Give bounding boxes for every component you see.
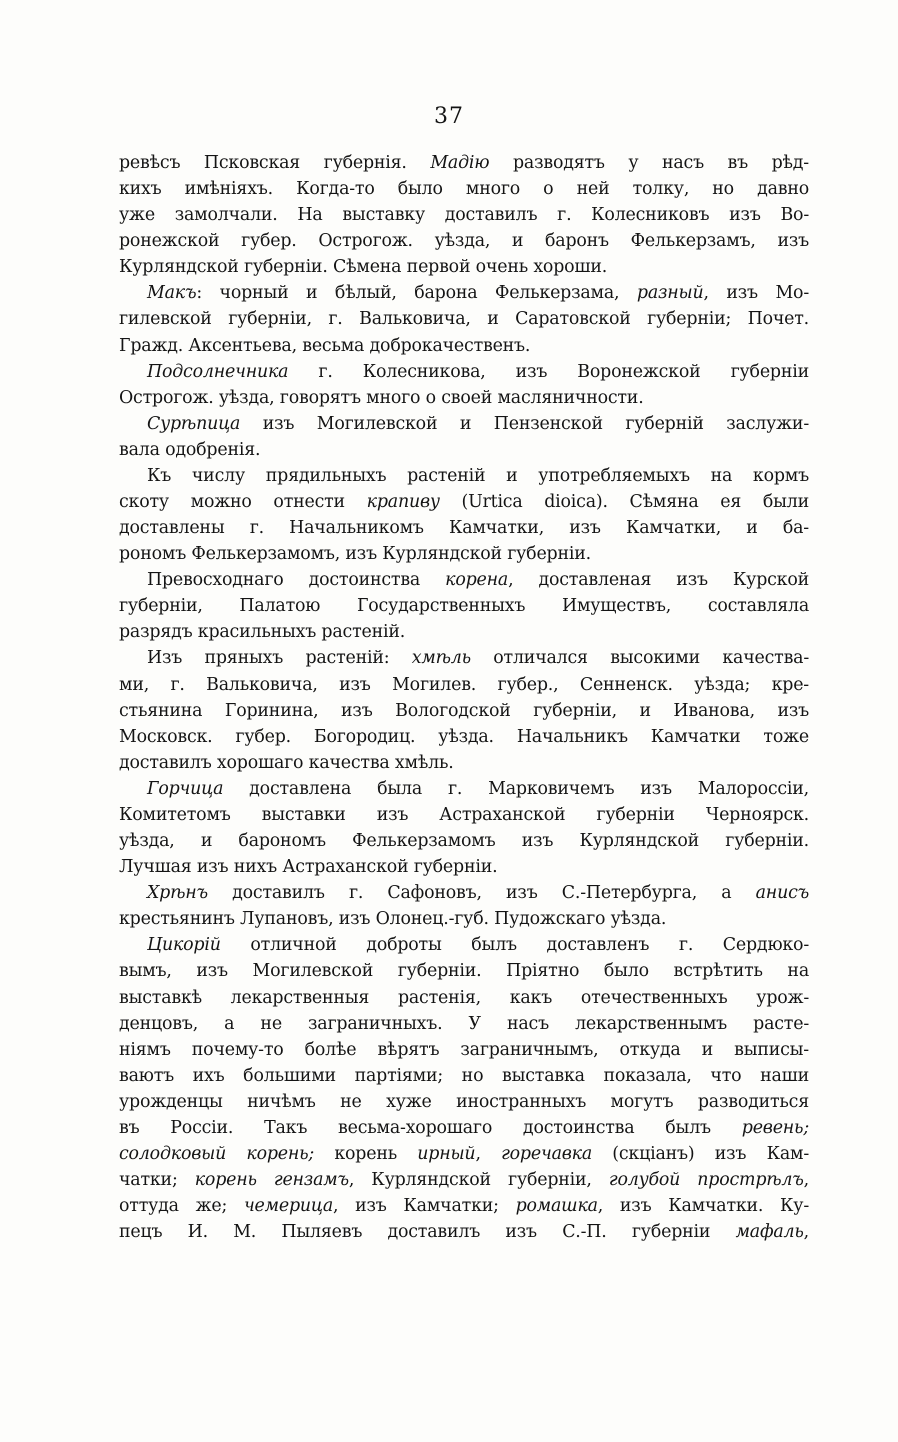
text-run: , (475, 1143, 502, 1164)
text-run: оттуда же; (119, 1196, 244, 1217)
text-run: уѣзда, и барономъ Фелькерзамомъ изъ Курляндской губерніи. (119, 831, 809, 852)
italic-term: прострѣлъ (697, 1170, 804, 1191)
text-line (119, 567, 809, 593)
text-run: Комитетомъ выставки изъ Астраханской губерніи Черноярск. (119, 804, 809, 825)
italic-term: ирный (417, 1143, 476, 1164)
text-line (119, 750, 809, 776)
text-line (119, 958, 809, 984)
text-line (119, 645, 809, 671)
italic-term: разный (636, 283, 704, 304)
text-line (119, 985, 809, 1011)
text-run: отличной доброты былъ доставленъ г. Сердюко- (220, 935, 809, 956)
text-run: (Urtica dioica). Сѣмяна ея были (439, 492, 809, 513)
text-line (119, 359, 809, 385)
text-run: доставлена была г. Марковичемъ изъ Малороссіи, (223, 778, 809, 799)
text-line (119, 724, 809, 750)
italic-term: Горчица (147, 778, 224, 799)
text-line (119, 1193, 809, 1219)
text-line (119, 828, 809, 854)
text-run (680, 1170, 697, 1190)
page-number: 37 (434, 104, 464, 129)
text-line (119, 489, 809, 515)
text-line (119, 593, 809, 619)
body-text (119, 150, 809, 1245)
text-line (119, 202, 809, 228)
italic-term: ромашка (515, 1196, 598, 1217)
text-run: , изъ Камчатки; (333, 1196, 516, 1217)
text-run: выставкѣ лекарственныя растенія, какъ отечественныхъ урож- (119, 987, 809, 1008)
text-line (119, 776, 809, 802)
italic-term: Хрѣнъ (147, 883, 208, 904)
text-run: ревѣсъ Псковская губернія. (119, 153, 431, 173)
text-line (119, 385, 809, 411)
text-run: урожденцы ничѣмъ не хуже иностранныхъ могутъ разводиться (119, 1091, 809, 1112)
text-run: Курляндской губерніи. Сѣмена первой очень хороши. (119, 257, 608, 278)
text-line (119, 854, 809, 880)
text-run: , Курляндской губерніи, (348, 1170, 609, 1191)
text-run: пецъ И. М. Пыляевъ доставилъ изъ С.-П. губерніи (119, 1222, 736, 1243)
text-line (119, 698, 809, 724)
text-line (119, 1167, 809, 1193)
text-run: г. Колесникова, изъ Воронежской губерніи (288, 361, 809, 382)
text-line (119, 150, 809, 176)
text-line (119, 463, 809, 489)
italic-term: солодковый корень; (119, 1143, 315, 1164)
text-run: Къ числу прядильныхъ растеній и употребляемыхъ на кормъ (147, 465, 809, 486)
text-run: Острогож. уѣзда, говорятъ много о своей масляничности. (119, 387, 644, 408)
text-line (119, 541, 809, 567)
text-run: вала одобренія. (119, 439, 261, 460)
italic-term: Цикорій (147, 935, 221, 956)
text-run: отличался высокими качества- (470, 648, 809, 669)
italic-term: хмѣль (411, 648, 471, 669)
text-line (119, 254, 809, 280)
text-run: ваютъ ихъ большими партіями; но выставка показала, что наши (119, 1065, 809, 1086)
text-run: изъ Могилевской и Пензенской губерній заслужи- (240, 413, 809, 434)
text-line (119, 1011, 809, 1037)
italic-term: Подсолнечника (147, 361, 289, 382)
text-line (119, 619, 809, 645)
text-run: , доставленая изъ Курской (508, 570, 809, 591)
italic-term: ревень; (741, 1117, 809, 1138)
text-line (119, 802, 809, 828)
text-run: , изъ Камчатки. Ку- (597, 1196, 809, 1217)
text-line (119, 1063, 809, 1089)
text-line (119, 932, 809, 958)
text-line (119, 280, 809, 306)
italic-term: Сурѣпица (147, 413, 241, 434)
text-run: Лучшая изъ нихъ Астраханской губерніи. (119, 857, 498, 878)
text-run: Гражд. Аксентьева, весьма доброкачественъ. (119, 335, 531, 356)
text-line (119, 333, 809, 359)
text-run: гилевской губерніи, г. Вальковича, и Саратовской губерніи; Почет. (119, 309, 809, 330)
italic-term: чемерица (243, 1196, 333, 1217)
text-run: рономъ Фелькерзамомъ, изъ Курляндской губерніи. (119, 544, 591, 565)
text-line (119, 515, 809, 541)
italic-term: голубой (608, 1170, 681, 1191)
text-run: корень (314, 1143, 418, 1164)
text-run: стьянина Горинина, изъ Вологодской губерніи, и Иванова, изъ (119, 700, 809, 721)
text-run: денцовъ, а не заграничныхъ. У насъ лекарственнымъ расте- (119, 1013, 809, 1034)
italic-term: Мадію (430, 153, 490, 173)
text-run: вымъ, изъ Могилевской губерніи. Пріятно было встрѣтить на (119, 961, 809, 982)
text-run: ронежской губер. Острогож. уѣзда, и баронъ Фелькерзамъ, изъ (119, 231, 809, 252)
text-run: , (803, 1170, 809, 1191)
text-line (119, 1219, 809, 1245)
text-line (119, 437, 809, 463)
text-run: (скціанъ) изъ Кам- (592, 1143, 809, 1164)
text-run: кихъ имѣніяхъ. Когда-то было много о ней толку, но давно (119, 179, 809, 200)
italic-term: Макъ (147, 283, 197, 304)
text-run: доставлены г. Начальникомъ Камчатки, изъ Камчатки, и ба- (119, 518, 809, 539)
text-run: Московск. губер. Богородиц. уѣзда. Начальникъ Камчатки тоже (119, 726, 809, 747)
text-run: уже замолчали. На выставку доставилъ г. Колесниковъ изъ Во- (119, 205, 809, 226)
text-run: доставилъ г. Сафоновъ, изъ С.-Петербурга, а (207, 883, 756, 904)
text-run: разводятъ у насъ въ рѣд- (489, 153, 809, 173)
text-run: ми, г. Вальковича, изъ Могилев. губер., Сенненск. уѣзда; кре- (119, 674, 809, 695)
italic-term: корень гензамъ (194, 1170, 349, 1191)
text-line (119, 1089, 809, 1115)
text-run: въ Россіи. Такъ весьма-хорошаго достоинства былъ (119, 1117, 742, 1138)
text-line (119, 1115, 809, 1141)
text-line (119, 880, 809, 906)
text-line (119, 306, 809, 332)
italic-term: корена (445, 570, 509, 591)
italic-term: анисъ (755, 883, 809, 904)
text-run: , изъ Мо- (703, 283, 809, 304)
text-line (119, 672, 809, 698)
text-line (119, 1141, 809, 1167)
italic-term: горечавка (501, 1143, 593, 1164)
text-run: чатки; (119, 1170, 195, 1191)
text-line (119, 1037, 809, 1063)
italic-term: мафаль (735, 1222, 804, 1243)
text-line (119, 228, 809, 254)
text-run: губерніи, Палатою Государственныхъ Имуществъ, составляла (119, 596, 809, 617)
text-run: : чорный и бѣлый, барона Фелькерзама, (196, 283, 637, 304)
text-line (119, 906, 809, 932)
text-run: разрядъ красильныхъ растеній. (119, 622, 406, 643)
text-run: , (803, 1222, 809, 1243)
italic-term: крапиву (366, 492, 440, 513)
text-run: крестьянинъ Лупановъ, изъ Олонец.-губ. Пудожскаго уѣзда. (119, 909, 667, 930)
text-run: Изъ пряныхъ растеній: (147, 648, 412, 669)
text-run: ніямъ почему-то болѣе вѣрятъ заграничнымъ, откуда и выписы- (119, 1039, 809, 1060)
text-run: доставилъ хорошаго качества хмѣль. (119, 752, 454, 773)
text-line (119, 411, 809, 437)
text-run: скоту можно отнести (119, 492, 367, 513)
text-line (119, 176, 809, 202)
text-run: Превосходнаго достоинства (147, 570, 446, 591)
